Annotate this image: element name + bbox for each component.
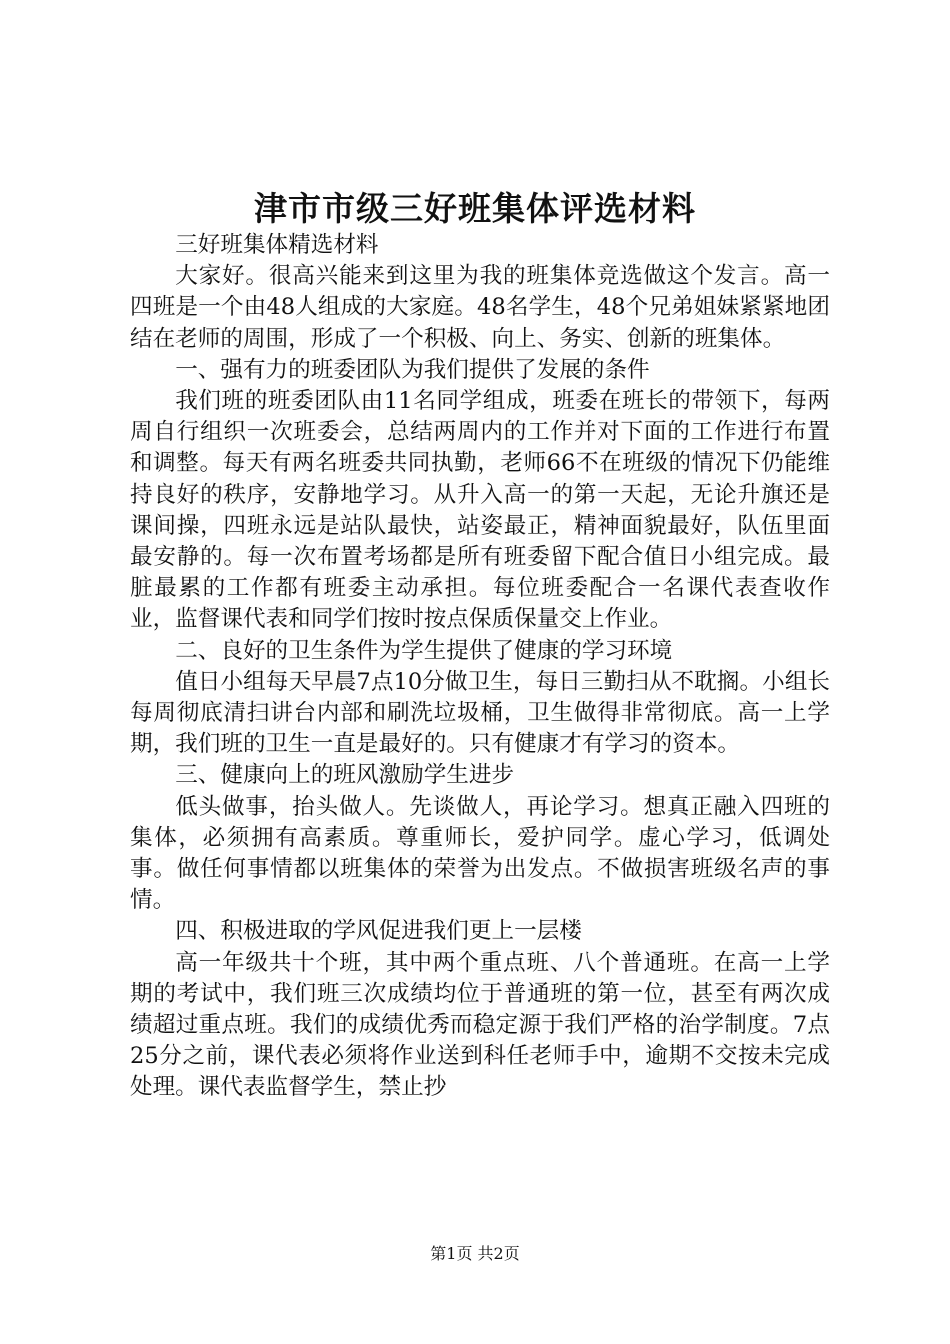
document-title: 津市市级三好班集体评选材料 bbox=[254, 189, 696, 228]
body-paragraph: 我们班的班委团队由11名同学组成，班委在班长的带领下，每两周自行组织一次班委会，总结两周内的工作并对下面的工作进行布置和调整。每天有两名班委共同执勤，老师66不在班级的情况下仍能维持良好的秩序，安静地学习。从升入高一的第一天起，无论升旗还是课间操，四班永远是站队最快，站姿最正，精神面貌最好，队伍里面最安静的。每一次布置考场都是所有班委留下配合值日小组完成。最脏最累的工作都有班委主动承担。每位班委配合一名课代表查收作业，监督课代表和同学们按时按点保质保量交上作业。 bbox=[130, 388, 830, 633]
document-body bbox=[130, 230, 830, 1104]
section-heading-4: 四、积极进取的学风促进我们更上一层楼 bbox=[175, 918, 582, 945]
subtitle-paragraph: 三好班集体精选材料 bbox=[175, 232, 379, 258]
body-paragraph: 大家好。很高兴能来到这里为我的班集体竞选做这个发言。高一四班是一个由48人组成的大家庭。48名学生，48个兄弟姐妹紧紧地团结在老师的周围，形成了一个积极、向上、务实、创新的班集体。 bbox=[130, 263, 830, 352]
section-heading-2: 二、良好的卫生条件为学生提供了健康的学习环境 bbox=[175, 637, 673, 664]
body-paragraph: 值日小组每天早晨7点10分做卫生，每日三勤扫从不耽搁。小组长每周彻底清扫讲台内部和刷洗垃圾桶，卫生做得非常彻底。高一上学期，我们班的卫生一直是最好的。只有健康才有学习的资本。 bbox=[130, 668, 830, 758]
section-heading-1: 一、强有力的班委团队为我们提供了发展的条件 bbox=[175, 356, 650, 383]
section-heading-3: 三、健康向上的班风激励学生进步 bbox=[175, 762, 515, 789]
page-footer: 第1页 共2页 bbox=[430, 1244, 520, 1263]
body-paragraph: 低头做事，抬头做人。先谈做人，再论学习。想真正融入四班的集体，必须拥有高素质。尊重师长，爱护同学。虚心学习，低调处事。做任何事情都以班集体的荣誉为出发点。不做损害班级名声的事情。 bbox=[130, 793, 830, 914]
body-paragraph: 高一年级共十个班，其中两个重点班、八个普通班。在高一上学期的考试中，我们班三次成绩均位于普通班的第一位，甚至有两次成绩超过重点班。我们的成绩优秀而稳定源于我们严格的治学制度。7点25分之前，课代表必须将作业送到科任老师手中，逾期不交按未完成处理。课代表监督学生，禁止抄 bbox=[130, 949, 830, 1101]
